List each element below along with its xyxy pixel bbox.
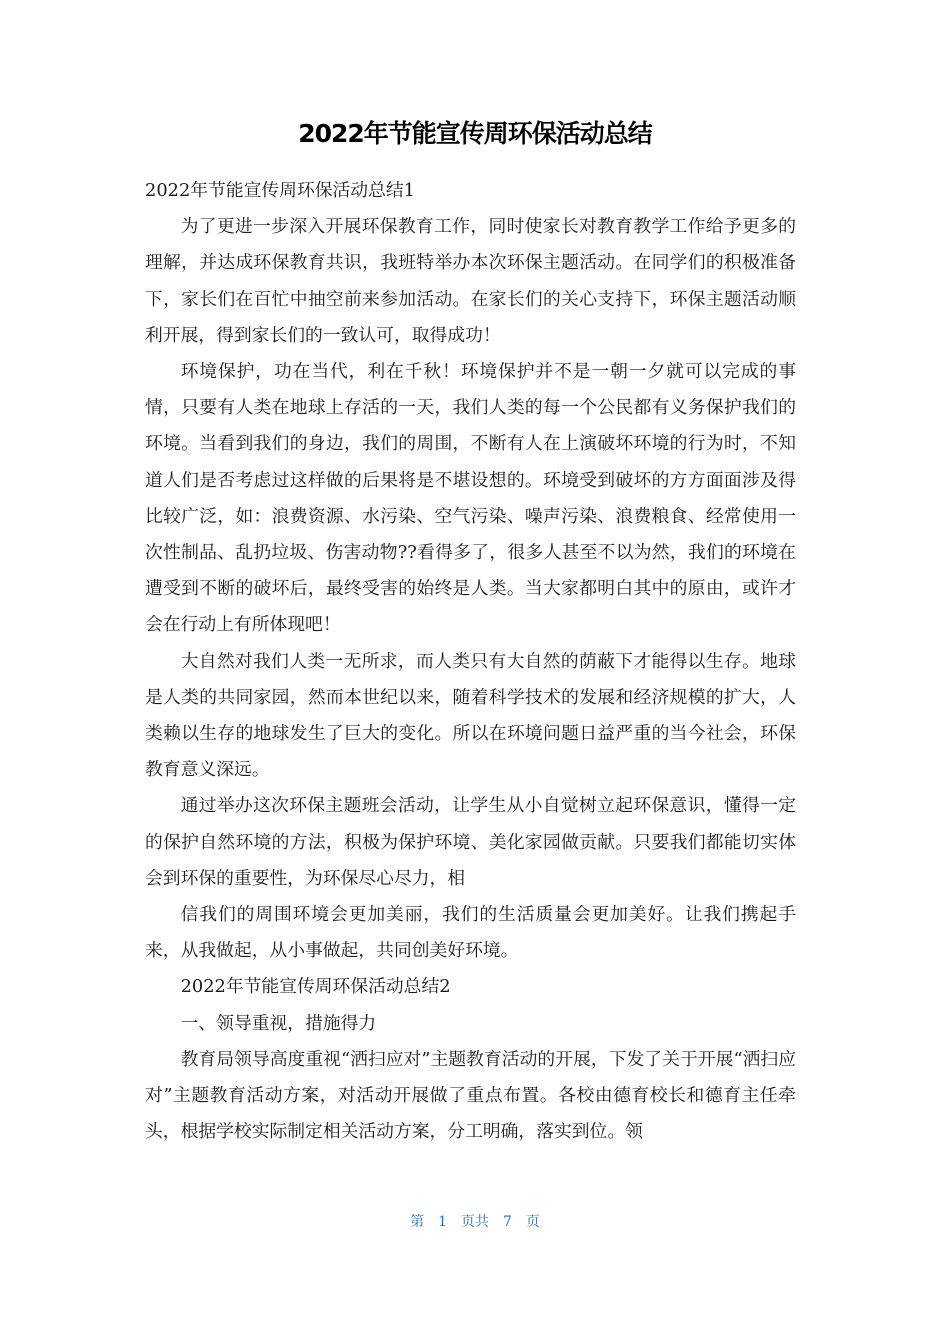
section-heading-1: 2022年节能宣传周环保活动总结1: [145, 180, 415, 201]
section-subheading: 一、领导重视，措施得力: [180, 1012, 377, 1034]
paragraph: 为了更进一步深入开展环保教育工作，同时使家长对教育教学工作给予更多的理解，并达成环保教育共识，我班特举办本次环保主题活动。在同学们的积极准备下，家长们在百忙中抽空前来参加活动。在家长们的关心支持下，环保主题活动顺利开展，得到家长们的一致认可，取得成功！: [145, 216, 796, 346]
section-heading-2: 2022年节能宣传周环保活动总结2: [180, 976, 451, 998]
page-footer: [0, 1210, 950, 1234]
footer-page-suffix: 页: [525, 1214, 540, 1230]
paragraph: 教育局领导高度重视“洒扫应对”主题教育活动的开展，下发了关于开展“洒扫应对”主题教育活动方案，对活动开展做了重点布置。各校由德育校长和德育主任牵头，根据学校实际制定相关活动方案，分工明确，落实到位。领: [145, 1048, 796, 1143]
document-body: [145, 173, 796, 1150]
paragraph: 通过举办这次环保主题班会活动，让学生从小自觉树立起环保意识，懂得一定的保护自然环境的方法，积极为保护环境、美化家园做贡献。只要我们都能切实体会到环保的重要性，为环保尽心尽力，相: [145, 795, 796, 889]
paragraph: 大自然对我们人类一无所求，而人类只有大自然的荫蔽下才能得以生存。地球是人类的共同家园，然而本世纪以来，随着科学技术的发展和经济规模的扩大，人类赖以生存的地球发生了巨大的变化。所以在环境问题日益严重的当今社会，环保教育意义深远。: [145, 650, 796, 781]
footer-page-label: 第: [410, 1214, 425, 1230]
paragraph: 信我们的周围环境会更加美丽，我们的生活质量会更加美好。让我们携起手来，从我做起，从小事做起，共同创美好环境。: [145, 904, 796, 962]
paragraph: 环境保护，功在当代，利在千秋！环境保护并不是一朝一夕就可以完成的事情，只要有人类在地球上存活的一天，我们人类的每一个公民都有义务保护我们的环境。当看到我们的身边，我们的周围，不断有人在上演破坏环境的行为时，不知道人们是否考虑过这样做的后果将是不堪设想的。环境受到破坏的方方面面涉及得比较广泛，如：浪费资源、水污染、空气污染、噪声污染、浪费粮食、经常使用一次性制品、乱扔垃圾、伤害动物??看得多了，很多人甚至不以为然，我们的环境在遭受到不断的破坏后，最终受害的始终是人类。当大家都明白其中的原由，或许才会在行动上有所体现吧！: [145, 361, 796, 636]
footer-page-of: 页共: [461, 1214, 489, 1230]
footer-total-pages: 7: [503, 1214, 512, 1230]
document-title: 2022年节能宣传周环保活动总结: [298, 119, 652, 148]
footer-page-number: 1: [438, 1214, 447, 1230]
